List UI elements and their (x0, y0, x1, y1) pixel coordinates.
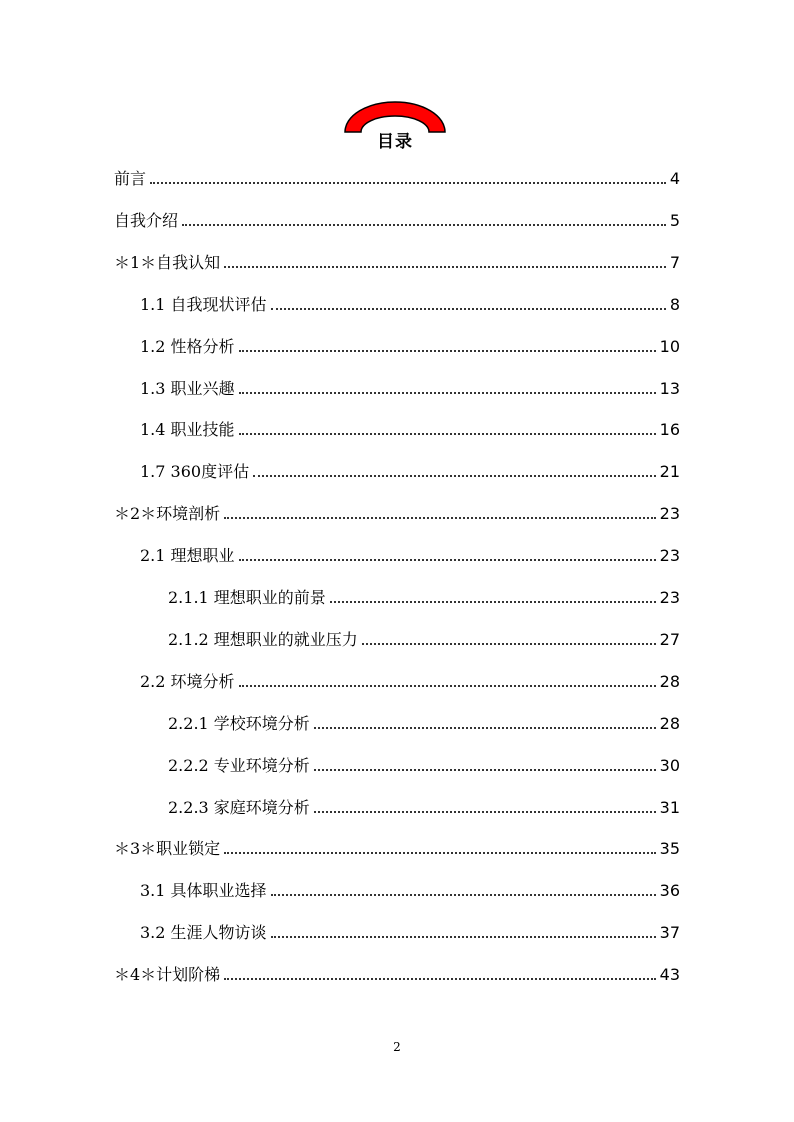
toc-entry-page: 43 (659, 965, 680, 985)
dot-leader (239, 685, 656, 687)
toc-entry-label: ＊3＊职业锁定 (114, 839, 221, 859)
toc-entry[interactable] (140, 458, 680, 482)
toc-entry-page: 10 (659, 336, 680, 356)
toc-entry-label: 1.3 职业兴趣 (140, 378, 235, 398)
toc-entry[interactable] (114, 165, 680, 189)
page-title: 目录 (377, 132, 413, 152)
toc-entry-page: 21 (659, 462, 680, 482)
toc-entry-page: 23 (659, 588, 680, 607)
dot-leader (314, 769, 656, 771)
toc-entry-page: 23 (659, 504, 680, 524)
toc-entry[interactable] (114, 249, 680, 273)
toc-entry[interactable] (168, 710, 680, 734)
toc-entry-label: 1.4 职业技能 (140, 420, 235, 440)
dot-leader (314, 727, 656, 729)
toc-entry[interactable] (140, 416, 680, 440)
toc-entry[interactable] (114, 835, 680, 859)
toc-entry-label: 1.7 360度评估 (140, 462, 250, 482)
toc-entry[interactable] (168, 584, 680, 608)
toc-entry[interactable] (168, 626, 680, 650)
toc-entry-page: 16 (659, 420, 680, 440)
toc-entry[interactable] (140, 877, 680, 901)
dot-leader (271, 308, 666, 310)
toc-entry-page: 8 (669, 294, 680, 314)
dot-leader (239, 433, 656, 435)
dot-leader (362, 643, 656, 645)
toc-entry-page: 27 (659, 629, 680, 649)
dot-leader (271, 894, 656, 896)
dot-leader (150, 182, 666, 184)
toc-entry-page: 5 (669, 210, 680, 230)
toc-entry-page: 28 (659, 713, 680, 733)
toc-entry-label: ＊4＊计划阶梯 (114, 965, 221, 985)
toc-entry-page: 31 (659, 797, 680, 817)
dot-leader (330, 601, 656, 603)
toc-entry[interactable] (140, 333, 680, 357)
toc-entry-label: ＊2＊环境剖析 (114, 504, 221, 524)
toc-entry[interactable] (140, 542, 680, 566)
toc-entry-label: 2.2.3 家庭环境分析 (168, 797, 310, 817)
toc-title-block (343, 100, 447, 152)
dot-leader (224, 266, 666, 268)
toc-entry[interactable] (114, 500, 680, 524)
toc-entry-label: 自我介绍 (114, 210, 179, 230)
toc-entry-page: 28 (659, 671, 680, 691)
toc-entry-page: 36 (659, 881, 680, 901)
toc-entry[interactable] (140, 291, 680, 315)
dot-leader (239, 392, 656, 394)
dot-leader (271, 936, 656, 938)
toc-entry-label: ＊1＊自我认知 (114, 252, 221, 272)
toc-entry[interactable] (140, 919, 680, 943)
toc-entry-label: 2.1.2 理想职业的就业压力 (168, 629, 358, 649)
dot-leader (224, 978, 655, 980)
toc-entry[interactable] (140, 375, 680, 399)
toc-entry-page: 30 (659, 755, 680, 775)
toc-entry[interactable] (114, 961, 680, 985)
toc-entry-label: 2.1 理想职业 (140, 546, 235, 566)
dot-leader (239, 350, 656, 352)
dot-leader (182, 224, 666, 226)
dot-leader (224, 517, 655, 519)
toc-entry[interactable] (168, 752, 680, 776)
toc-entry-label: 2.2.1 学校环境分析 (168, 713, 310, 733)
toc-entry[interactable] (114, 207, 680, 231)
dot-leader (239, 559, 656, 561)
toc-entry-label: 2.1.1 理想职业的前景 (168, 588, 326, 607)
dot-leader (224, 852, 655, 854)
toc-entry-page: 35 (659, 839, 680, 859)
toc-entry-label: 3.1 具体职业选择 (140, 881, 267, 901)
page-number: 2 (393, 1040, 401, 1054)
toc-entry-page: 4 (669, 169, 680, 188)
toc-entry[interactable] (168, 794, 680, 818)
toc-entry-page: 7 (669, 252, 680, 272)
dot-leader (253, 475, 656, 477)
dot-leader (314, 811, 656, 813)
toc-entry-label: 2.2 环境分析 (140, 671, 235, 691)
toc-entry-page: 37 (659, 923, 680, 943)
toc-entry-label: 前言 (114, 169, 147, 188)
toc-entry-label: 2.2.2 专业环境分析 (168, 755, 310, 775)
toc-entry-label: 3.2 生涯人物访谈 (140, 923, 267, 943)
toc-entry-label: 1.2 性格分析 (140, 336, 235, 356)
toc-entry-page: 23 (659, 546, 680, 566)
toc-entry[interactable] (140, 668, 680, 692)
toc-entry-page: 13 (659, 378, 680, 398)
toc-entry-label: 1.1 自我现状评估 (140, 294, 267, 314)
